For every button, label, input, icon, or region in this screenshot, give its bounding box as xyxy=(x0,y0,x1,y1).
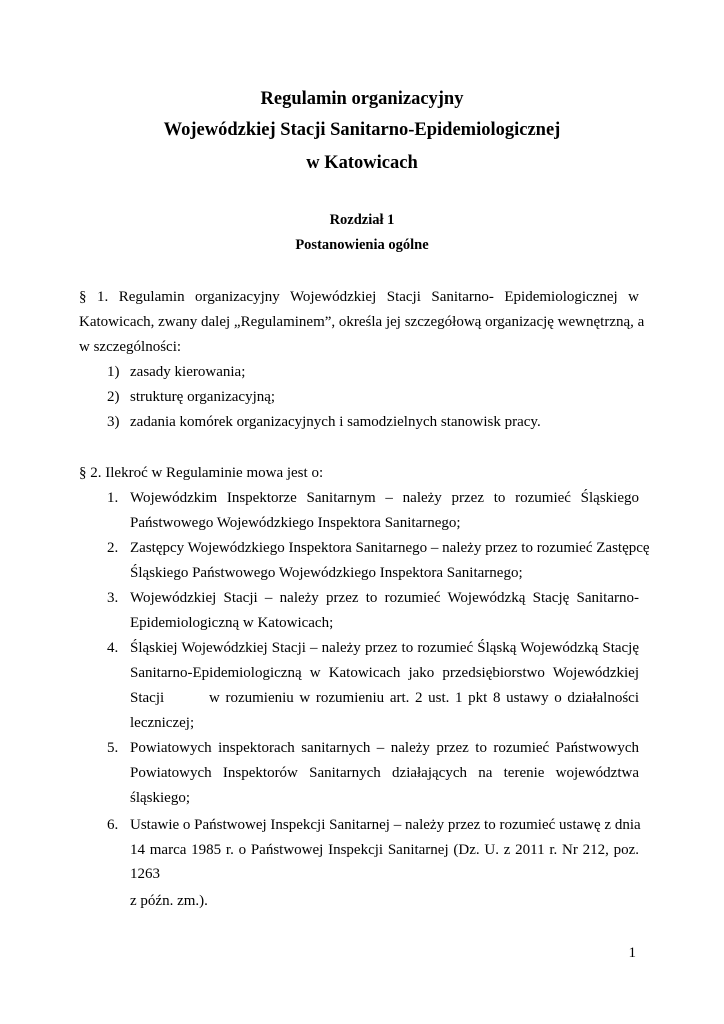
par2-item-3-number: 3. xyxy=(107,590,119,606)
par2-item-2-line-2: Śląskiego Państwowego Wojewódzkiego Inspektora Sanitarnego; xyxy=(130,565,523,581)
par1-item-2-number: 2) xyxy=(107,389,120,405)
par2-intro: § 2. Ilekroć w Regulaminie mowa jest o: xyxy=(79,465,324,481)
par2-item-3-line-1: Wojewódzkiej Stacji – należy przez to rozumieć Wojewódzką Stację Sanitarno- xyxy=(130,590,639,606)
par2-item-5-line-1: Powiatowych inspektorach sanitarnych – należy przez to rozumieć Państwowych xyxy=(130,740,639,756)
par1-line-3: w szczególności: xyxy=(79,339,182,355)
chapter-name: Postanowienia ogólne xyxy=(295,237,429,253)
par2-item-4-line-4: leczniczej; xyxy=(130,715,195,731)
par1-line-1: § 1. Regulamin organizacyjny Wojewódzkiej Stacji Sanitarno- Epidemiologicznej w xyxy=(79,289,639,305)
par2-item-1-number: 1. xyxy=(107,490,119,506)
par2-item-6-number: 6. xyxy=(107,817,119,833)
par2-item-6-line-1: Ustawie o Państwowej Inspekcji Sanitarnej – należy przez to rozumieć ustawę z dnia xyxy=(130,817,641,833)
document-title-line-2: Wojewódzkiej Stacji Sanitarno-Epidemiologicznej xyxy=(163,120,561,140)
par1-item-1-number: 1) xyxy=(107,364,120,380)
par2-item-1-line-2: Państwowego Wojewódzkiego Inspektora Sanitarnego; xyxy=(130,515,461,531)
par2-item-5-line-3: śląskiego; xyxy=(130,790,190,806)
par2-item-4-line-1: Śląskiej Wojewódzkiej Stacji – należy przez to rozumieć Śląską Wojewódzką Stację xyxy=(130,640,639,656)
par1-item-3-number: 3) xyxy=(107,414,120,430)
par2-item-3-line-2: Epidemiologiczną w Katowicach; xyxy=(130,615,334,631)
par1-line-2: Katowicach, zwany dalej „Regulaminem”, określa jej szczegółową organizację wewnętrzną, a xyxy=(79,314,645,330)
par2-item-6-line-3: 1263 xyxy=(130,866,160,882)
par1-item-1-text: zasady kierowania; xyxy=(130,364,246,380)
par2-item-2-number: 2. xyxy=(107,540,119,556)
page-number: 1 xyxy=(628,945,636,961)
par2-item-5-line-2: Powiatowych Inspektorów Sanitarnych działających na terenie województwa xyxy=(130,765,639,781)
par2-item-4-line-2: Sanitarno-Epidemiologiczną w Katowicach jako przedsiębiorstwo Wojewódzkiej xyxy=(130,665,639,681)
par2-item-4-line-3a: Stacji xyxy=(130,690,165,706)
par2-item-6-line-4: z późn. zm.). xyxy=(130,893,208,909)
document-title-line-1: Regulamin organizacyjny xyxy=(260,89,464,109)
par2-item-5-number: 5. xyxy=(107,740,119,756)
document-title-line-3: w Katowicach xyxy=(306,153,418,173)
par1-item-2-text: strukturę organizacyjną; xyxy=(130,389,276,405)
par2-item-2-line-1: Zastępcy Wojewódzkiego Inspektora Sanitarnego – należy przez to rozumieć Zastępcę xyxy=(130,540,650,556)
par1-item-3-text: zadania komórek organizacyjnych i samodzielnych stanowisk pracy. xyxy=(130,414,541,430)
par2-item-4-line-3b: w rozumieniu w rozumieniu art. 2 ust. 1 pkt 8 ustawy o działalności xyxy=(209,690,639,706)
par2-item-1-line-1: Wojewódzkim Inspektorze Sanitarnym – należy przez to rozumieć Śląskiego xyxy=(130,490,639,506)
chapter-number: Rozdział 1 xyxy=(329,212,395,228)
par2-item-4-number: 4. xyxy=(107,640,119,656)
par2-item-6-line-2: 14 marca 1985 r. o Państwowej Inspekcji Sanitarnej (Dz. U. z 2011 r. Nr 212, poz. xyxy=(130,842,639,858)
